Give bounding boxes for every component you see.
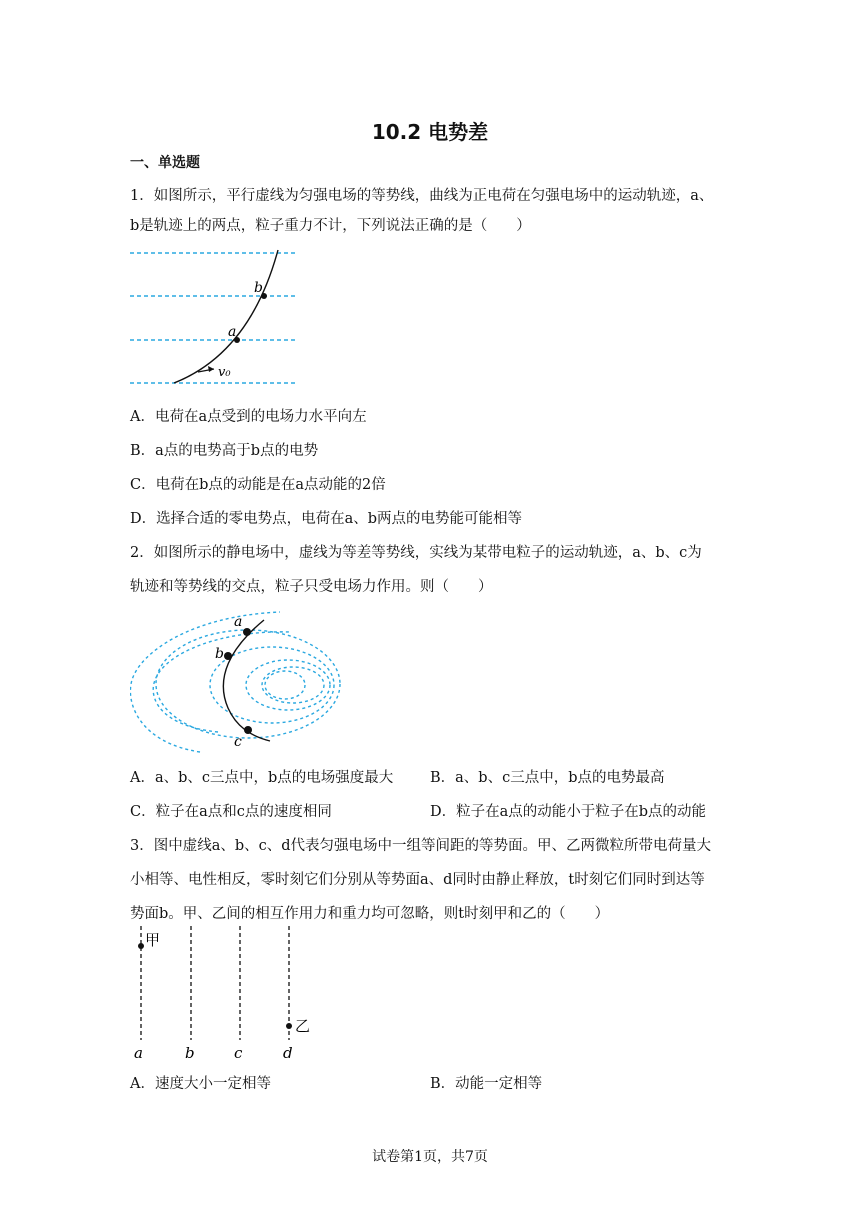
q1-label-v0: v₀ (218, 365, 231, 380)
q3-label-jia: 甲 (145, 931, 161, 949)
page-footer: 试卷第1页，共7页 (372, 1149, 488, 1165)
q1-stem-line1: 1．如图所示，平行虚线为匀强电场的等势线，曲线为正电荷在匀强电场中的运动轨迹，a、 (130, 188, 714, 204)
q1-label-a: a (228, 324, 237, 340)
q1-option-d: D．选择合适的零电势点，电荷在a、b两点的电势能可能相等 (130, 511, 523, 527)
q3-label-a: a (134, 1044, 143, 1062)
q3-stem-line1: 3．图中虚线a、b、c、d代表匀强电场中一组等间距的等势面。甲、乙两微粒所带电荷量大 (130, 838, 712, 854)
q2-point-c (244, 726, 252, 734)
q2-trajectory (223, 620, 270, 741)
q2-option-d: D．粒子在a点的动能小于粒子在b点的动能 (430, 804, 707, 820)
q1-trajectory (174, 250, 278, 383)
q3-figure (128, 926, 338, 1062)
q2-label-b: b (215, 646, 224, 662)
q3-option-a: A．速度大小一定相等 (130, 1076, 271, 1092)
page-title: 10.2 电势差 (371, 120, 489, 144)
q2-point-b (224, 652, 232, 660)
q2-equipotential-line (265, 671, 305, 699)
q1-figure (130, 248, 300, 388)
q2-option-b: B．a、b、c三点中，b点的电势最高 (430, 770, 665, 786)
q2-figure (130, 608, 350, 756)
section-heading: 一、单选题 (130, 155, 200, 171)
q2-label-a: a (234, 614, 243, 630)
q2-stem-line1: 2．如图所示的静电场中，虚线为等差等势线，实线为某带电粒子的运动轨迹，a、b、c为 (130, 545, 702, 561)
q1-option-b: B．a点的电势高于b点的电势 (130, 443, 319, 459)
q2-stem-line2: 轨迹和等势线的交点，粒子只受电场力作用。则（ ） (130, 579, 493, 595)
q3-label-c: c (234, 1044, 243, 1062)
q3-label-d: d (283, 1044, 293, 1062)
q2-equipotential-line (156, 630, 340, 738)
q3-label-yi: 乙 (295, 1017, 311, 1035)
q3-option-b: B．动能一定相等 (430, 1076, 543, 1092)
q2-option-a: A．a、b、c三点中，b点的电场强度最大 (130, 770, 394, 786)
q3-stem-line3: 势面b。甲、乙间的相互作用力和重力均可忽略，则t时刻甲和乙的（ ） (130, 906, 610, 922)
q3-particle-yi (286, 1023, 292, 1029)
q3-stem-line2: 小相等、电性相反，零时刻它们分别从等势面a、d同时由静止释放，t时刻它们同时到达等 (130, 872, 705, 888)
q3-label-b: b (185, 1044, 195, 1062)
q1-stem-line2: b是轨迹上的两点，粒子重力不计，下列说法正确的是（ ） (130, 218, 531, 234)
q1-option-a: A．电荷在a点受到的电场力水平向左 (130, 409, 367, 425)
q3-particle-jia (138, 943, 144, 949)
q1-option-c: C．电荷在b点的动能是在a点动能的2倍 (130, 477, 386, 493)
q2-point-a (243, 628, 251, 636)
q1-label-b: b (254, 280, 263, 296)
q2-label-c: c (234, 734, 242, 750)
q2-option-c: C．粒子在a点和c点的速度相同 (130, 804, 332, 820)
